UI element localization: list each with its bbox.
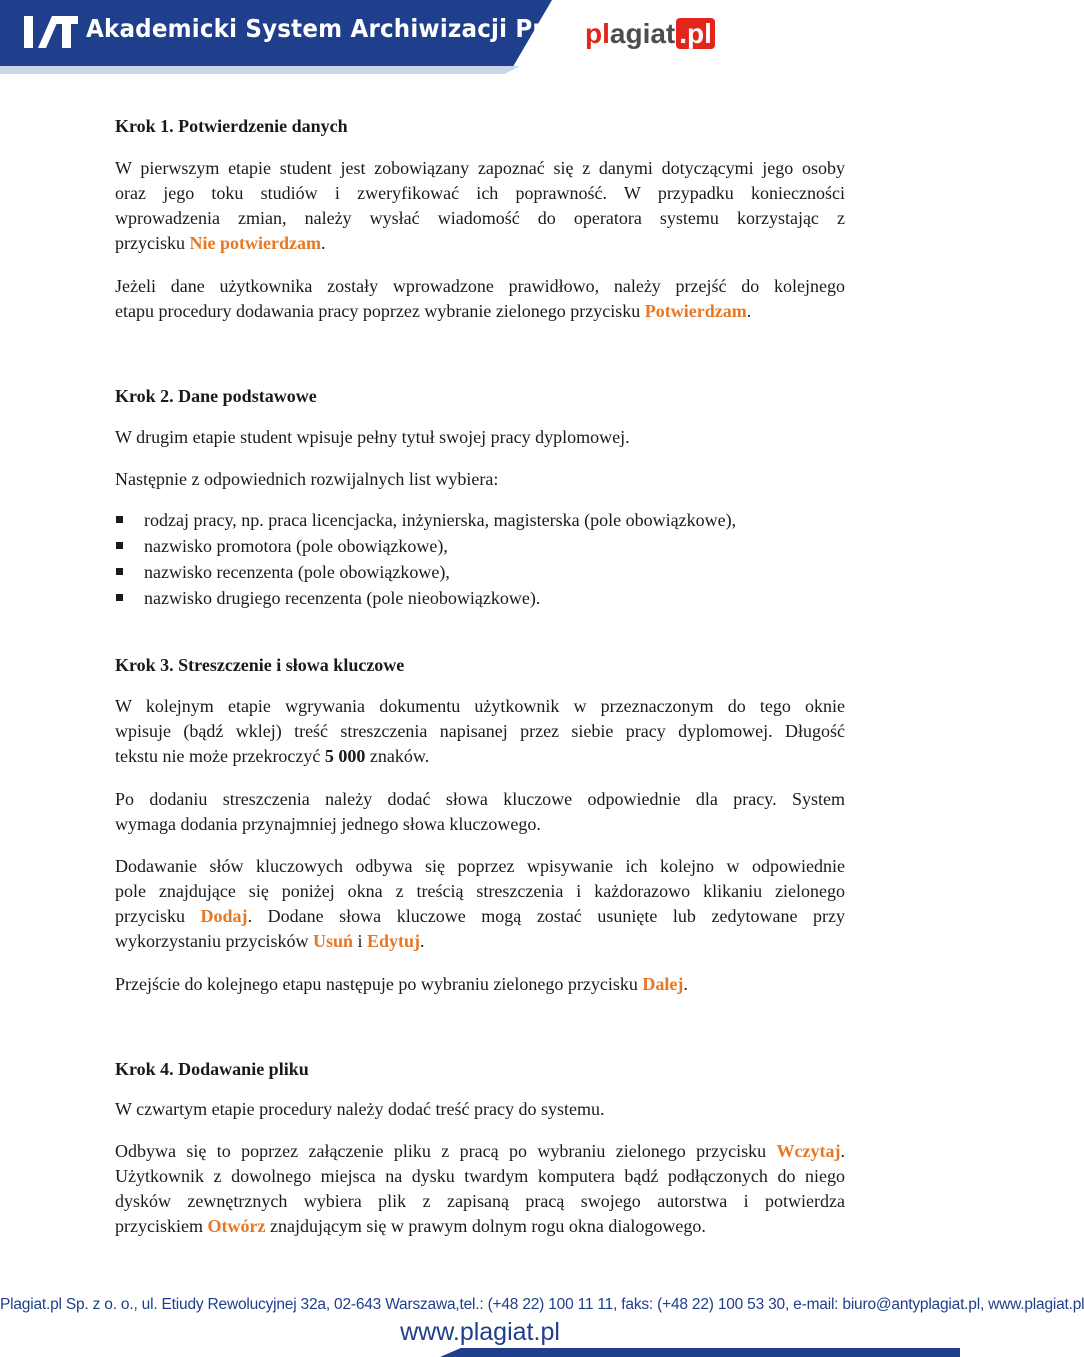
bullet-square-icon (116, 594, 123, 601)
header-banner-accent (0, 66, 520, 74)
text-line: Po dodaniu streszczenia należy dodać słowa kluczowe odpowiednie dla pracy. System (115, 789, 845, 809)
text-line: Przejście do kolejnego etapu następuje po wybraniu zielonego przycisku Dalej. (115, 974, 688, 994)
step4-paragraph2 (115, 1139, 845, 1239)
wczytaj-button-label: Wczytaj (776, 1141, 841, 1161)
potwierdzam-button-label: Potwierdzam (644, 301, 747, 321)
nie-potwierdzam-button-label: Nie potwierdzam (189, 233, 321, 253)
step4-paragraph1 (115, 1097, 845, 1122)
step1-paragraph2 (115, 274, 845, 324)
text-line: oraz jego toku studiów i zweryfikować ich poprawność. W przypadku konieczności (115, 183, 845, 203)
bullet-square-icon (116, 542, 123, 549)
text-line: przyciskiem Otwórz znajdującym się w prawym dolnym rogu okna dialogowego. (115, 1216, 706, 1236)
edytuj-button-label: Edytuj (367, 931, 421, 951)
footer-banner (440, 1348, 960, 1357)
asap-logo-icon (22, 12, 80, 52)
list-item: rodzaj pracy, np. praca licencjacka, inżynierska, magisterska (pole obowiązkowe), (87, 507, 736, 533)
page-header (0, 0, 960, 80)
text-line: tekstu nie może przekroczyć 5 000 znaków. (115, 746, 430, 766)
usun-button-label: Usuń (312, 931, 353, 951)
otworz-button-label: Otwórz (207, 1216, 266, 1236)
text-line: W drugim etapie student wpisuje pełny tytuł swojej pracy dyplomowej. (115, 427, 630, 447)
text-line: W czwartym etapie procedury należy dodać treść pracy do systemu. (115, 1099, 605, 1119)
text-line: przycisku Nie potwierdzam. (115, 233, 326, 253)
step3-paragraph2 (115, 787, 845, 837)
text-line: W pierwszym etapie student jest zobowiązany zapoznać się z danymi dotyczącymi jego osoby (115, 158, 845, 178)
list-item: nazwisko promotora (pole obowiązkowe), (87, 533, 736, 559)
step3-heading: Krok 3. Streszczenie i słowa kluczowe (115, 655, 405, 675)
dodaj-button-label: Dodaj (200, 906, 248, 926)
step1-heading: Krok 1. Potwierdzenie danych (115, 116, 348, 136)
step2-paragraph2 (115, 467, 845, 492)
text-line: pole znajdujące się poniżej okna z treścią streszczenia i każdorazowo klikaniu zielonego (115, 881, 845, 901)
step2-paragraph1 (115, 425, 845, 450)
bullet-square-icon (116, 516, 123, 523)
text-line: przycisku Dodaj. Dodane słowa kluczowe mogą zostać usunięte lub zedytowane przy (115, 906, 845, 926)
step2-heading: Krok 2. Dane podstawowe (115, 386, 317, 406)
step2-bullet-list (87, 507, 736, 611)
text-line: etapu procedury dodawania pracy poprzez wybranie zielonego przycisku Potwierdzam. (115, 301, 752, 321)
plagiat-logo: plagiat .pl (585, 18, 715, 50)
step3-paragraph3 (115, 854, 845, 954)
footer-contact: Plagiat.pl Sp. z o. o., ul. Etiudy Rewolucyjnej 32a, 02-643 Warszawa,tel.: (+48 22) 100 11 11, faks: (+48 22) 100 53 30, e-mail: biuro@antyplagiat.pl, www.plagiat.pl (0, 1296, 1084, 1313)
footer-website: www.plagiat.pl (400, 1318, 560, 1346)
dalej-button-label: Dalej (642, 974, 684, 994)
step1-paragraph1 (115, 156, 845, 256)
text-line: wpisuje (bądź wklej) treść streszczenia napisanej przez siebie pracy dyplomowej. Długość (115, 721, 845, 741)
text-line: Odbywa się to poprzez załączenie pliku z pracą po wybraniu zielonego przycisku Wczytaj. (115, 1141, 845, 1161)
step4-heading: Krok 4. Dodawanie pliku (115, 1059, 309, 1079)
text-line: Użytkownik z dowolnego miejsca na dysku twardym komputera bądź podłączonych do niego (115, 1166, 845, 1186)
list-item: nazwisko recenzenta (pole obowiązkowe), (87, 559, 736, 585)
header-title: Akademicki System Archiwizacji Prac (86, 14, 574, 43)
text-line: wprowadzenia zmian, należy wysłać wiadomość do operatora systemu korzystając z (115, 208, 845, 228)
text-line: Dodawanie słów kluczowych odbywa się poprzez wpisywanie ich kolejno w odpowiednie (115, 856, 845, 876)
step3-paragraph1 (115, 694, 845, 769)
list-item: nazwisko drugiego recenzenta (pole nieobowiązkowe). (87, 585, 736, 611)
text-line: W kolejnym etapie wgrywania dokumentu użytkownik w przeznaczonym do tego oknie (115, 696, 845, 716)
text-line: wykorzystaniu przycisków Usuń i Edytuj. (115, 931, 425, 951)
text-line: wymaga dodania przynajmniej jednego słowa kluczowego. (115, 814, 541, 834)
text-line: Następnie z odpowiednich rozwijalnych list wybiera: (115, 469, 499, 489)
bullet-square-icon (116, 568, 123, 575)
text-line: Jeżeli dane użytkownika zostały wprowadzone prawidłowo, należy przejść do kolejnego (115, 276, 845, 296)
step3-paragraph4 (115, 972, 845, 997)
text-line: dysków zewnętrznych wybiera plik z zapisaną pracą swojego autorstwa i potwierdza (115, 1191, 845, 1211)
